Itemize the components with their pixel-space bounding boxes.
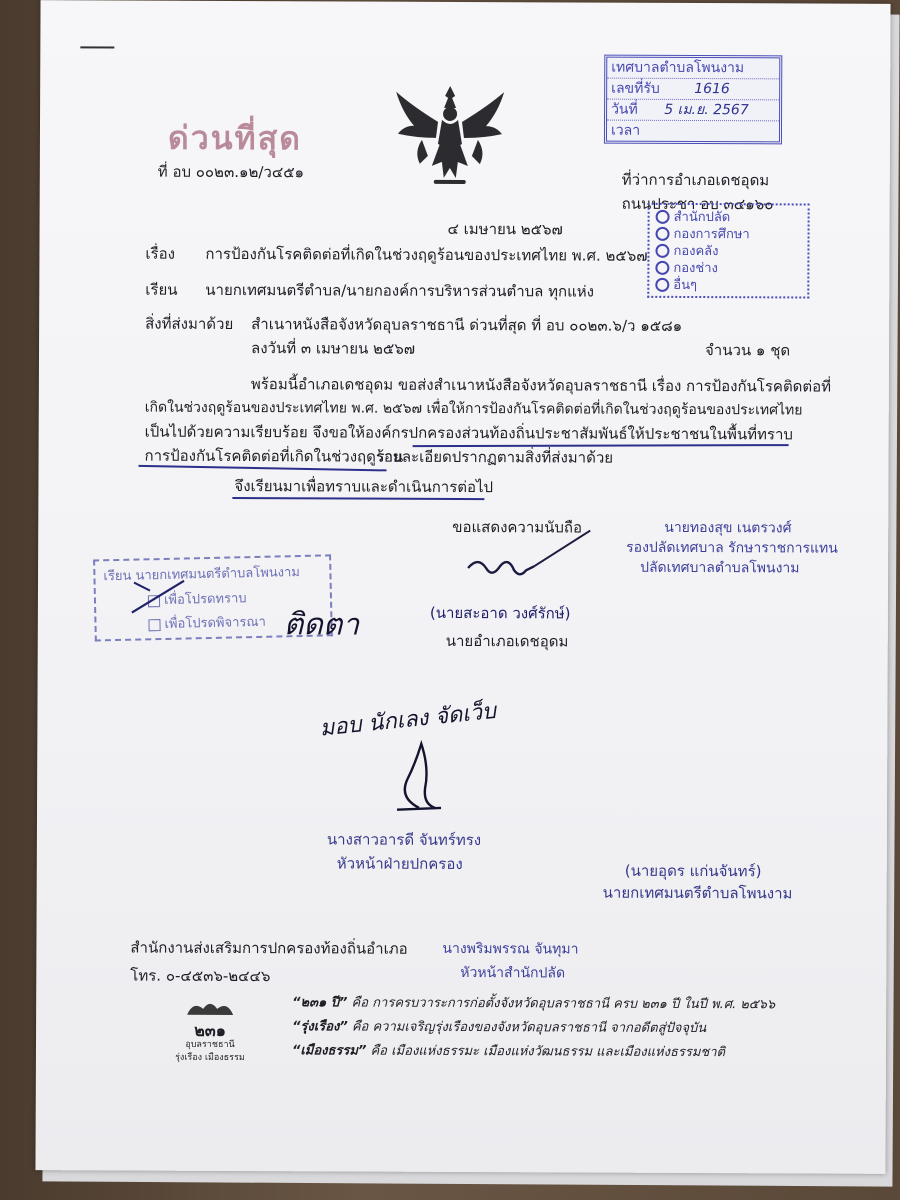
dept-item-label: กองช่าง — [673, 260, 718, 277]
circle-icon — [656, 226, 670, 240]
attachment-count: จำนวน ๑ ชุด — [704, 341, 791, 360]
footer-office: สำนักงานส่งเสริมการปกครองท้องถิ่นอำเภอ — [130, 938, 408, 958]
receipt-time-label: เวลา — [610, 122, 641, 139]
urgent-stamp: ด่วนที่สุด — [167, 118, 303, 158]
mayor-name: (นายอุดร แก่นจันทร์) — [624, 861, 762, 881]
to-label: เรียน — [145, 280, 178, 299]
official2-name: นางสาวอารดี จันทร์ทรง — [326, 830, 482, 850]
subject-text: การป้องกันโรคติดต่อที่เกิดในช่วงฤดูร้อนของประเทศไทย พ.ศ. ๒๕๖๗ — [205, 244, 648, 265]
footer-note-1 — [292, 991, 775, 1014]
footer-note-key: “๒๓๑ ปี” — [292, 995, 348, 1011]
attachment-line-2: ลงวันที่ ๓ เมษายน ๒๕๖๗ — [251, 339, 416, 358]
province-emblem-icon — [183, 997, 237, 1019]
body-line-3: เป็นไปด้วยความเรียบร้อย จึงขอให้องค์กรปกครองส่วนท้องถิ่นประชาสัมพันธ์ให้ประชาชนในพื้นที่ทราบ — [144, 422, 793, 444]
dept-item-label: กองการศึกษา — [673, 226, 750, 243]
handwritten-note: ติดตา — [283, 607, 360, 643]
footer-note-key: “รุ่งเรือง” — [292, 1019, 348, 1035]
footer-note-2 — [292, 1015, 706, 1038]
signer-name: (นายสะอาด วงศ์รักษ์) — [429, 603, 571, 623]
footer-note-key: “เมืองธรรม” — [291, 1043, 367, 1059]
logo-line-1: อุบลราชธานี — [185, 1039, 235, 1051]
footer-note-3 — [292, 1039, 725, 1062]
routing-checkmark — [128, 575, 188, 623]
mayor-handwritten-instruction: มอบ นักเลง จัดเว็บ — [318, 698, 498, 742]
receipt-number-value: 1616 — [694, 81, 730, 98]
document-page — [35, 0, 890, 1174]
margin-mark — [80, 46, 114, 48]
office-address: ถนนประชา อบ ๓๔๑๖๐ — [621, 194, 774, 214]
receipt-number-row — [607, 79, 779, 101]
district-chief-signature — [464, 526, 594, 583]
receipt-date-value: 5 เม.ย. 2567 — [664, 101, 749, 119]
circle-icon — [655, 260, 669, 274]
letter-date: ๔ เมษายน ๒๕๖๗ — [447, 219, 563, 239]
dept-item-label: กองคลัง — [673, 243, 719, 260]
official-signature — [389, 738, 449, 814]
document-number: ที่ อบ ๐๐๒๓.๑๒/ว๔๕๑ — [157, 162, 305, 182]
logo-number: ๒๓๑ — [194, 1020, 226, 1040]
dept-item-label: อื่นๆ — [673, 277, 698, 294]
closing-line: จึงเรียนมาเพื่อทราบและดำเนินการต่อไป — [234, 477, 494, 497]
body-line-2: เกิดในช่วงฤดูร้อนของประเทศไทย พ.ศ. ๒๕๖๗ เพื่อให้การป้องกันโรคติดต่อที่เกิดในช่วงฤดูร้อนของประเทศไทย — [144, 399, 803, 419]
routing-option-label: เพื่อโปรดทราบ — [163, 591, 247, 608]
deputy-title-2: ปลัดเทศบาลตำบลโพนงาม — [640, 559, 800, 577]
routing-option-label: เพื่อโปรดพิจารณา — [164, 614, 266, 632]
official2-title: หัวหน้าฝ่ายปกครอง — [336, 854, 463, 874]
body-line-1: พร้อมนี้อำเภอเดชอุดม ขอส่งสำเนาหนังสือจังหวัดอุบลราชธานี เรื่อง การป้องกันโรคติดต่อที่ — [250, 375, 832, 396]
to-text: นายกเทศมนตรีตำบล/นายกองค์การบริหารส่วนตำบล ทุกแห่ง — [205, 280, 595, 301]
circle-icon — [655, 243, 669, 257]
receipt-date-row — [607, 100, 779, 122]
deputy-name: นายทองสุข เนตรวงศ์ — [664, 519, 792, 537]
attachment-line-1: สำเนาหนังสือจังหวัดอุบลราชธานี ด่วนที่สุด ที่ อบ ๐๐๒๓.๖/ว ๑๕๘๑ — [251, 315, 683, 335]
receipt-time-row — [607, 121, 779, 142]
regards: ขอแสดงความนับถือ — [452, 517, 583, 537]
receipt-date-label: วันที่ — [611, 101, 638, 118]
attachment-label: สิ่งที่ส่งมาด้วย — [145, 314, 234, 333]
department-stamp — [647, 203, 809, 299]
body-line-4b: รายละเอียดปรากฏตามสิ่งที่ส่งมาด้วย — [376, 447, 614, 467]
deputy-title-1: รองปลัดเทศบาล รักษาราชการแทน — [626, 539, 838, 557]
receipt-number-label: เลขที่รับ — [611, 80, 660, 97]
garuda-emblem-icon — [392, 82, 508, 191]
dept-item-other — [655, 276, 801, 294]
receipt-org: เทศบาลตำบลโพนงาม — [607, 58, 779, 80]
receipt-stamp — [604, 55, 782, 145]
routing-to: เรียน นายกเทศมนตรีตำบลโพนงาม — [103, 565, 301, 585]
subject-label: เรื่อง — [145, 244, 176, 263]
office-name: ที่ว่าการอำเภอเดชอุดม — [621, 170, 770, 190]
footer-note-text: คือ การครบวาระการก่อตั้งจังหวัดอุบลราชธานี ครบ ๒๓๑ ปี ในปี พ.ศ. ๒๕๖๖ — [347, 995, 776, 1013]
signer-title: นายอำเภอเดชอุดม — [445, 631, 569, 651]
footer-phone: โทร. ๐-๔๕๓๖-๒๔๔๖ — [130, 966, 271, 986]
clerk-name: นางพริมพรรณ จันทุมา — [442, 940, 579, 958]
body-line-4a: การป้องกันโรคติดต่อที่เกิดในช่วงฤดูร้อน — [144, 446, 404, 466]
footer-note-text: คือ ความเจริญรุ่งเรืองของจังหวัดอุบลราชธานี จากอดีตสู่ปัจจุบัน — [347, 1019, 707, 1037]
logo-line-2: รุ่งเรือง เมืองธรรม — [175, 1052, 245, 1064]
dept-item-label: สำนักปลัด — [673, 209, 731, 226]
footer-note-text: คือ เมืองแห่งธรรมะ เมืองแห่งวัฒนธรรม และเมืองแห่งธรรมชาติ — [366, 1043, 726, 1061]
clerk-title: หัวหน้าสำนักปลัด — [460, 964, 566, 982]
closing-underline — [232, 497, 484, 500]
circle-icon — [656, 209, 670, 223]
province-logo — [170, 997, 250, 1065]
mayor-title: นายกเทศมนตรีตำบลโพนงาม — [602, 883, 793, 903]
circle-icon — [655, 277, 669, 291]
